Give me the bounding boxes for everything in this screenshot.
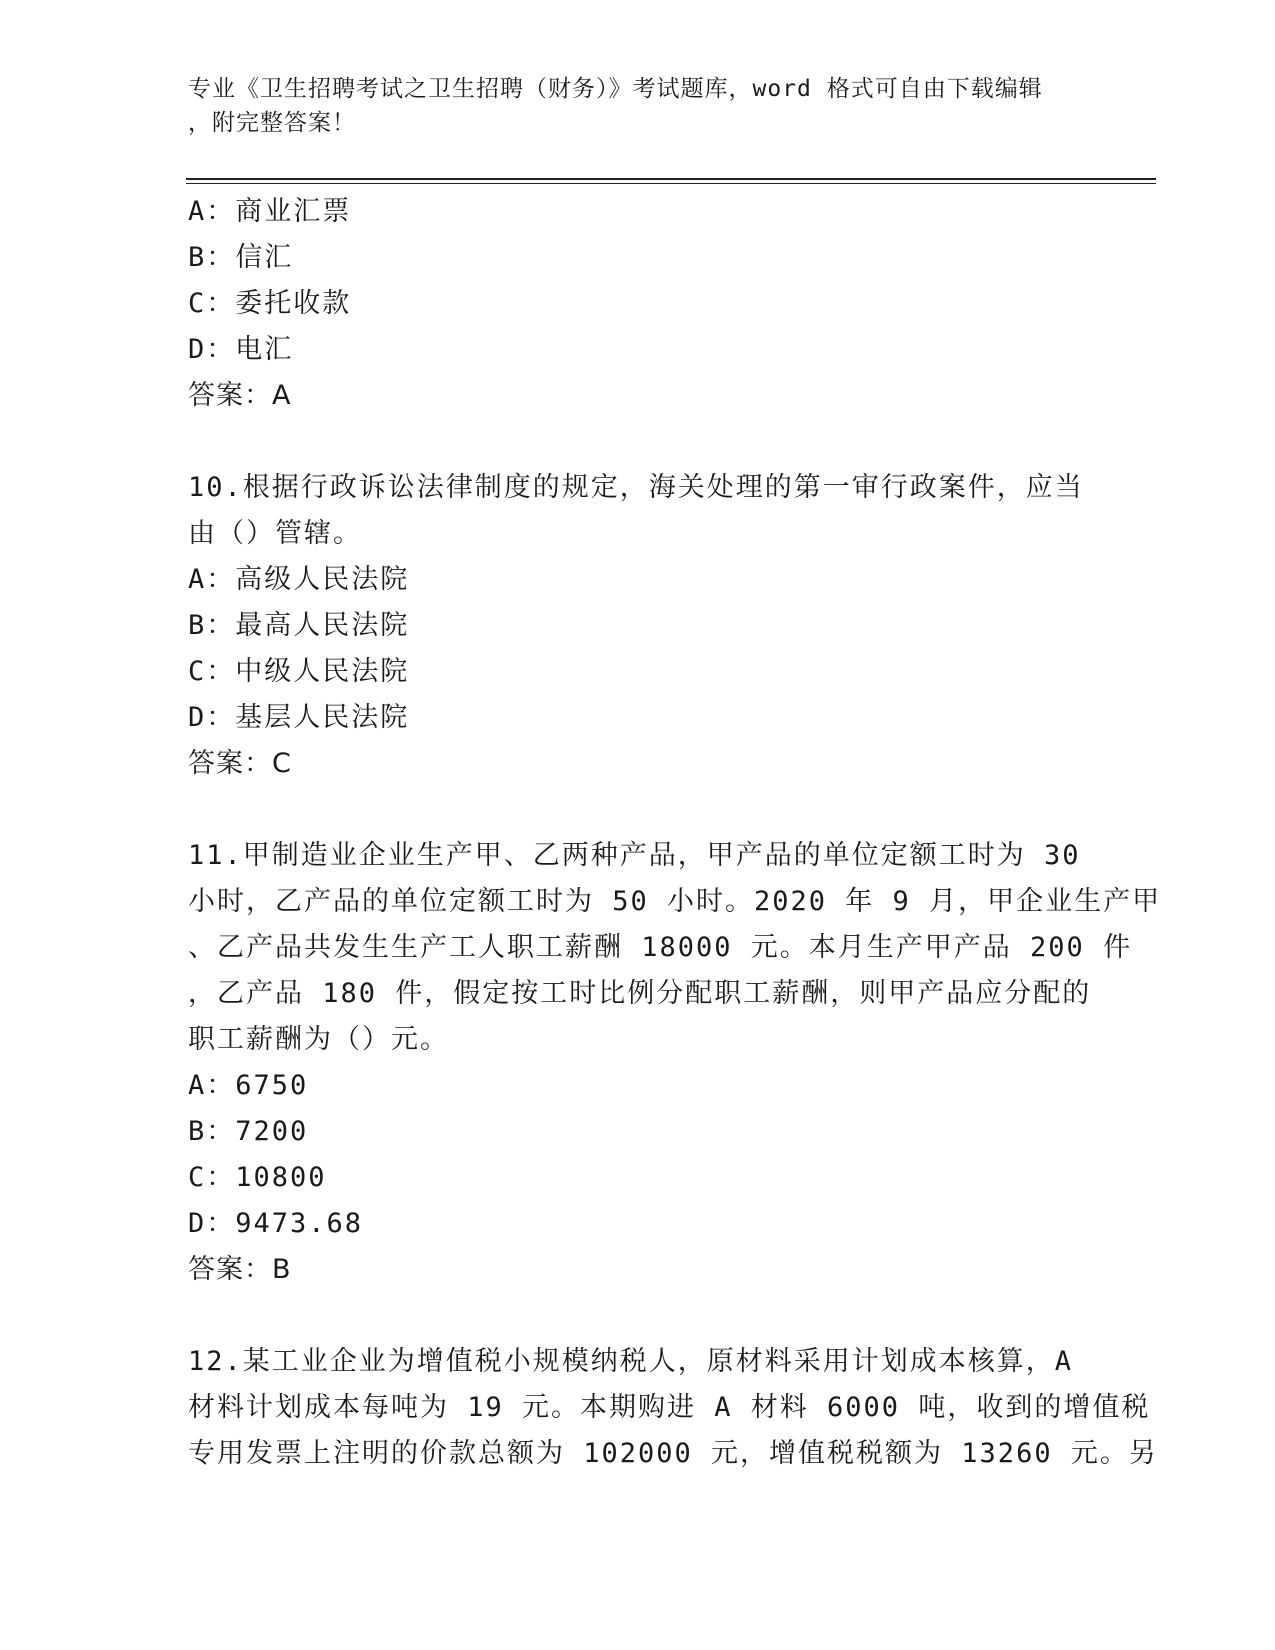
document-header <box>188 72 1068 140</box>
question-stem-line: 由（）管辖。 <box>188 518 362 549</box>
option-c: C：中级人民法院 <box>188 656 410 687</box>
header-line-1: 专业《卫生招聘考试之卫生招聘（财务）》考试题库，word 格式可自由下载编辑 <box>188 76 1043 102</box>
option-c: C：10800 <box>188 1162 327 1193</box>
header-line-2: ，附完整答案！ <box>188 110 356 136</box>
answer-line: 答案：B <box>188 1254 292 1285</box>
question-stem-line: 材料计划成本每吨为 19 元。本期购进 A 材料 6000 吨，收到的增值税 <box>188 1392 1151 1423</box>
spacer <box>188 419 1068 465</box>
option-b: B：7200 <box>188 1116 309 1147</box>
question-stem-line: ，乙产品 180 件，假定按工时比例分配职工薪酬，则甲产品应分配的 <box>188 978 1092 1009</box>
question-stem-line: 10.根据行政诉讼法律制度的规定，海关处理的第一审行政案件，应当 <box>188 472 1084 503</box>
question-stem-line: 职工薪酬为（）元。 <box>188 1024 449 1055</box>
option-d: D：基层人民法院 <box>188 702 410 733</box>
question-stem-line: 专用发票上注明的价款总额为 102000 元，增值税税额为 13260 元。另 <box>188 1438 1158 1469</box>
spacer <box>188 787 1068 833</box>
question-10 <box>188 465 1084 787</box>
option-b: B：信汇 <box>188 242 294 273</box>
question-9 <box>188 189 1068 419</box>
option-b: B：最高人民法院 <box>188 610 410 641</box>
header-divider-thin <box>186 183 1156 184</box>
question-list <box>188 189 1162 1477</box>
answer-line: 答案：C <box>188 748 292 779</box>
option-a: A：高级人民法院 <box>188 564 410 595</box>
question-12 <box>188 1339 1158 1477</box>
spacer <box>188 1293 1068 1339</box>
question-11 <box>188 833 1162 1293</box>
option-d: D：9473.68 <box>188 1208 364 1239</box>
question-stem-line: 11.甲制造业企业生产甲、乙两种产品，甲产品的单位定额工时为 30 <box>188 840 1081 871</box>
question-stem-line: 、乙产品共发生生产工人职工薪酬 18000 元。本月生产甲产品 200 件 <box>188 932 1133 963</box>
question-stem-line: 小时，乙产品的单位定额工时为 50 小时。2020 年 9 月，甲企业生产甲 <box>188 886 1162 917</box>
option-c: C：委托收款 <box>188 288 352 319</box>
header-divider-thick <box>186 178 1156 180</box>
question-stem-line: 12.某工业企业为增值税小规模纳税人，原材料采用计划成本核算，A <box>188 1346 1074 1377</box>
answer-line: 答案：A <box>188 380 292 411</box>
option-a: A：商业汇票 <box>188 196 352 227</box>
option-d: D：电汇 <box>188 334 294 365</box>
option-a: A：6750 <box>188 1070 309 1101</box>
